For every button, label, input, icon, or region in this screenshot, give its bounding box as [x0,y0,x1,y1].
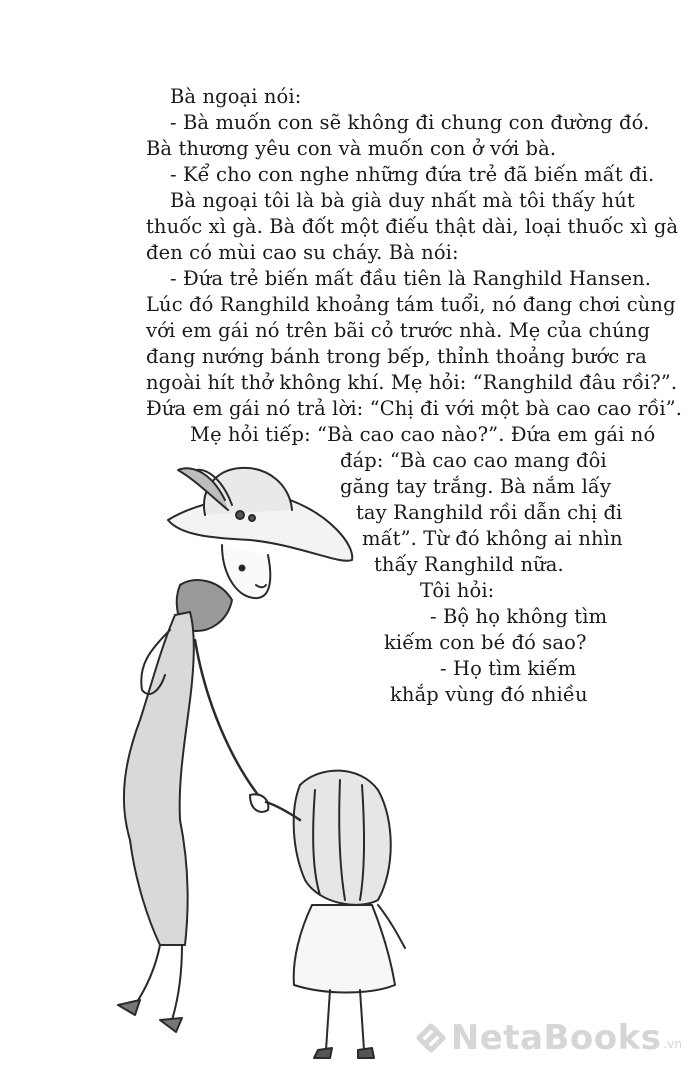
text-line: đáp: “Bà cao cao mang đôi [340,449,607,472]
text-line: Đứa em gái nó trả lời: “Chị đi với một bà cao cao rồi”. [146,397,683,420]
text-line: khắp vùng đó nhiều [390,683,588,706]
text-line: Bà ngoại nói: [170,85,302,108]
watermark-suffix: .vn [663,1037,682,1051]
text-line: kiếm con bé đó sao? [384,631,587,654]
text-line: đang nướng bánh trong bếp, thỉnh thoảng bước ra [146,345,647,368]
text-line: ngoài hít thở không khí. Mẹ hỏi: “Ranghild đâu rồi?”. [146,371,678,394]
netabooks-logo-icon [411,1018,451,1058]
text-line: Bà thương yêu con và muốn con ở với bà. [146,137,557,160]
text-line: - Đứa trẻ biến mất đầu tiên là Ranghild Hansen. [170,267,652,290]
text-line: Mẹ hỏi tiếp: “Bà cao cao nào?”. Đứa em gái nó [190,423,656,446]
text-line: - Kể cho con nghe những đứa trẻ đã biến mất đi. [170,163,655,186]
text-line: - Họ tìm kiếm [440,657,577,680]
text-line: với em gái nó trên bãi cỏ trước nhà. Mẹ của chúng [146,319,651,342]
text-line: - Bộ họ không tìm [430,605,608,628]
text-line: đen có mùi cao su cháy. Bà nói: [146,241,459,264]
text-line: Lúc đó Ranghild khoảng tám tuổi, nó đang chơi cùng [146,293,676,316]
text-line: Tôi hỏi: [420,579,495,602]
text-line: mất”. Từ đó không ai nhìn [362,527,623,550]
text-line: - Bà muốn con sẽ không đi chung con đường đó. [170,111,650,134]
text-line: thuốc xì gà. Bà đốt một điếu thật dài, loại thuốc xì gà [146,215,679,238]
text-line: Bà ngoại tôi là bà già duy nhất mà tôi thấy hút [170,189,635,212]
text-line: thấy Ranghild nữa. [374,553,564,576]
text-line: găng tay trắng. Bà nắm lấy [340,475,612,498]
netabooks-watermark [411,1018,682,1058]
text-line: tay Ranghild rồi dẫn chị đi [356,501,623,524]
watermark-brand: NetaBooks [450,1018,662,1058]
